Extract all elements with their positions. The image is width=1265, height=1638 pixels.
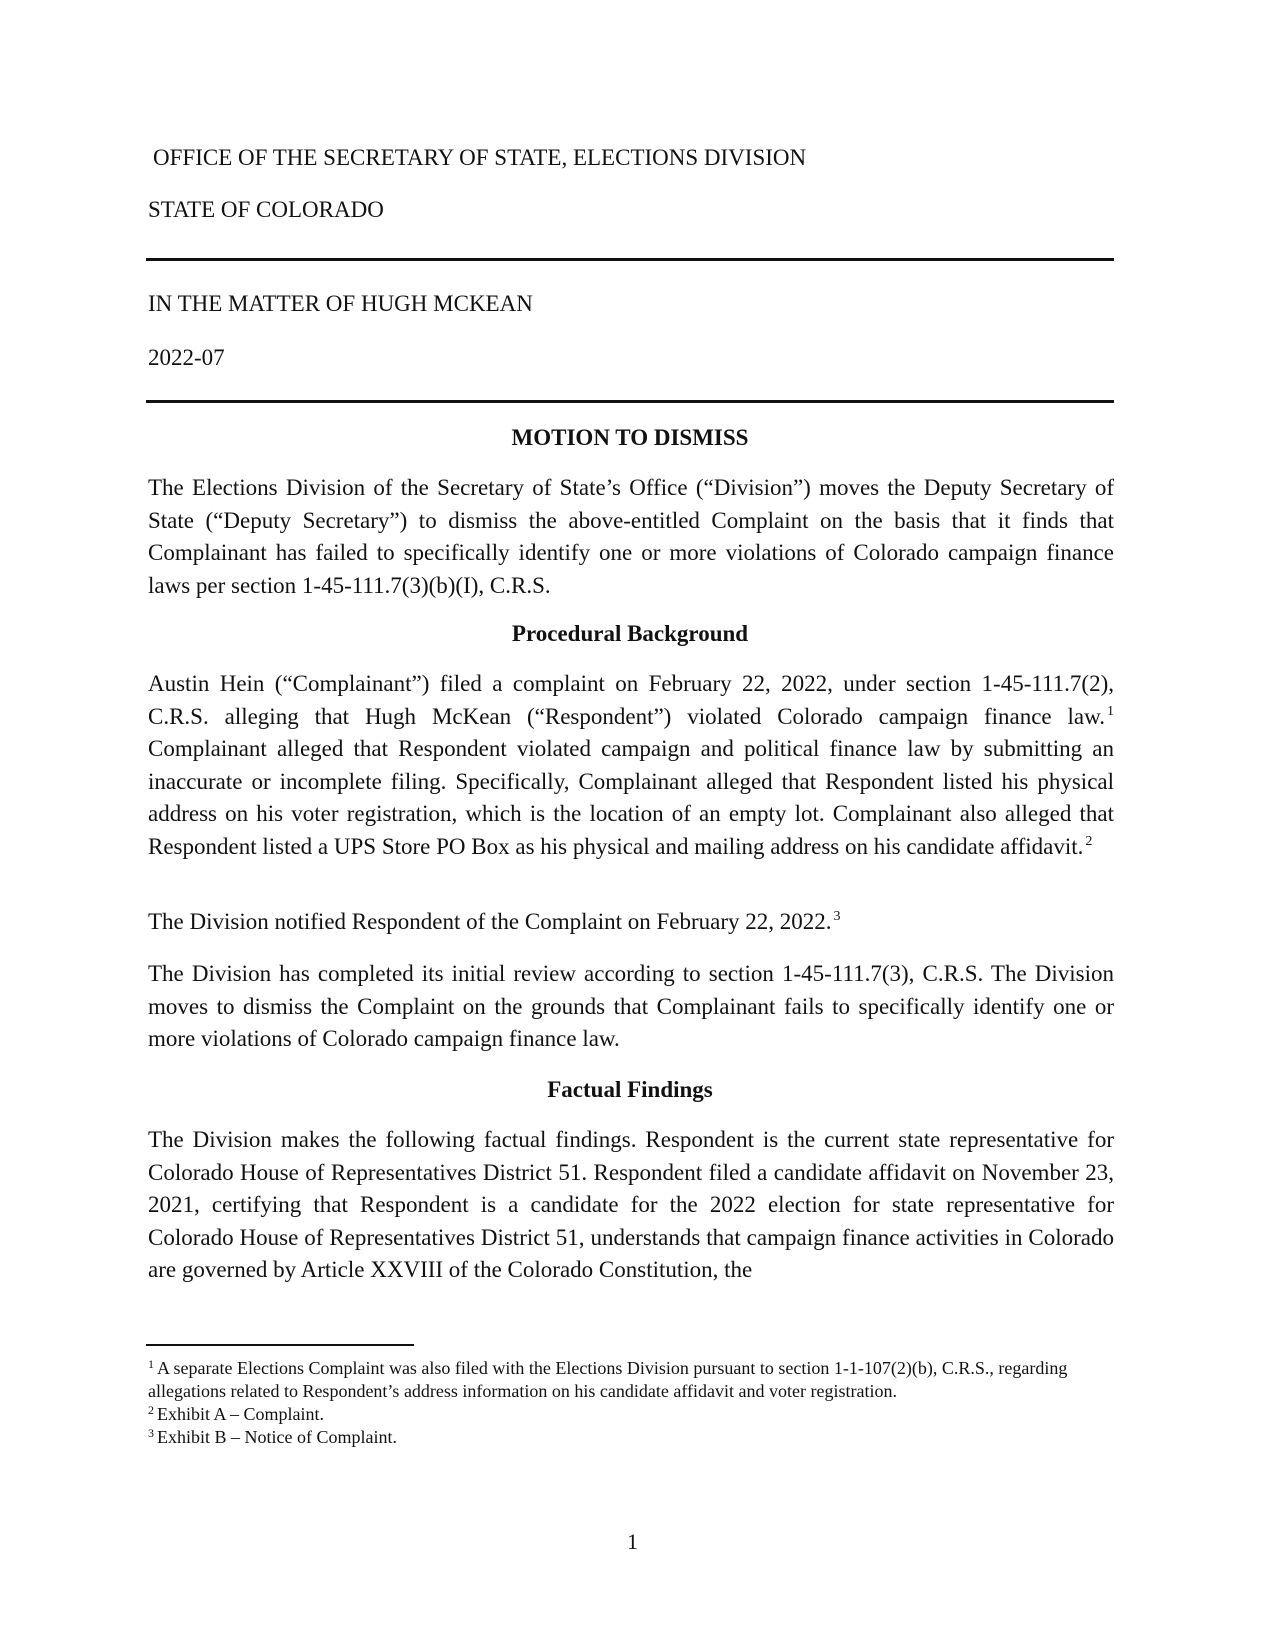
matter-caption: IN THE MATTER OF HUGH MCKEAN: [148, 291, 533, 316]
footnote-2: [148, 1403, 1078, 1426]
footnote-2-text: Exhibit A – Complaint.: [157, 1404, 325, 1424]
procedural-paragraph-2: [148, 906, 1114, 939]
procedural-paragraph-1: [148, 668, 1114, 863]
office-header: OFFICE OF THE SECRETARY OF STATE, ELECTIONS DIVISION: [153, 145, 807, 170]
factual-paragraph-1: The Division makes the following factual findings. Respondent is the current state representative for Colorado House of Representatives District 51. Respondent filed a candidate affidavit on November 23, 2021, certifying that Respondent is a candidate for the 2022 election for state representative for Colorado House of Representatives District 51, understands that campaign finance activities in Colorado are governed by Article XXVIII of the Colorado Constitution, the: [148, 1127, 1114, 1282]
footnotes: [148, 1357, 1078, 1449]
footnote-3: [148, 1426, 1078, 1449]
factual-heading: Factual Findings: [547, 1077, 713, 1102]
intro-paragraph: The Elections Division of the Secretary of State’s Office (“Division”) moves the Deputy Secretary of State (“Deputy Secretary”) to dismiss the above-entitled Complaint on the basis that it finds that Complainant has failed to specifically identify one or more violations of Colorado campaign finance laws per section 1-45-111.7(3)(b)(I), C.R.S.: [148, 475, 1114, 598]
procedural-text-a: Austin Hein (“Complainant”) filed a complaint on February 22, 2022, under section 1-45-111.7(2), C.R.S. alleging that Hugh McKean (“Respondent”) violated Colorado campaign finance law.: [148, 671, 1114, 729]
footnote-1-number: 1: [148, 1357, 154, 1371]
procedural-paragraph-3: The Division has completed its initial review according to section 1-45-111.7(3), C.R.S. The Division moves to dismiss the Complaint on the grounds that Complainant fails to specifically identify one or more violations of Colorado campaign finance law.: [148, 961, 1114, 1051]
case-number: 2022-07: [148, 345, 225, 370]
procedural-heading: Procedural Background: [511, 621, 749, 646]
notice-text: The Division notified Respondent of the Complaint on February 22, 2022.: [148, 909, 832, 934]
footnote-ref-3: 3: [833, 909, 841, 924]
caption-bottom-rule: [146, 400, 1114, 403]
page-number: 1: [627, 1529, 638, 1554]
footnote-separator: [146, 1344, 414, 1346]
footnote-1: [148, 1357, 1078, 1403]
footnote-ref-2: 2: [1085, 833, 1093, 849]
footnote-2-number: 2: [148, 1403, 154, 1417]
document-title: MOTION TO DISMISS: [511, 425, 749, 450]
footnote-3-number: 3: [148, 1426, 154, 1440]
procedural-text-b: Complainant alleged that Respondent violated campaign and political finance law by submitting an inaccurate or incomplete filing. Specifically, Complainant alleged that Respondent listed his physical address on his voter registration, which is the location of an empty lot. Complainant also alleged that Respondent listed a UPS Store PO Box as his physical and mailing address on his candidate affidavit.: [148, 736, 1114, 859]
caption-top-rule: [146, 258, 1114, 261]
footnote-3-text: Exhibit B – Notice of Complaint.: [157, 1427, 397, 1447]
state-header: STATE OF COLORADO: [148, 197, 384, 222]
footnote-1-text: A separate Elections Complaint was also filed with the Elections Division pursuant to section 1-1-107(2)(b), C.R.S., regarding allegations related to Respondent’s address information on his candidate affidavit and voter registration.: [148, 1358, 1068, 1401]
footnote-ref-1: 1: [1107, 703, 1114, 719]
